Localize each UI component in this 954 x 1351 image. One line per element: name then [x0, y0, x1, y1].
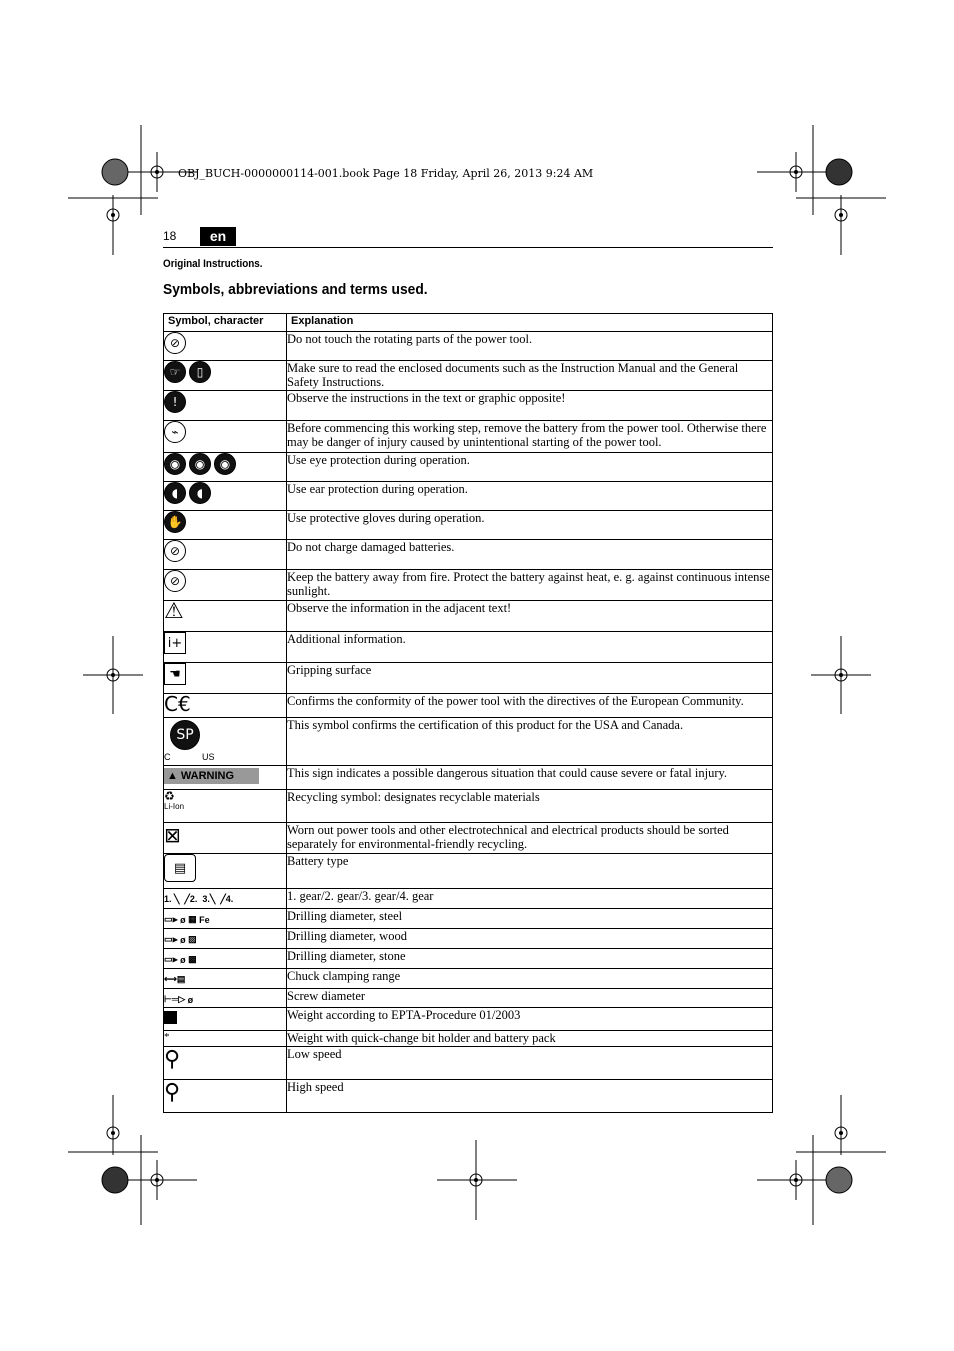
row-explanation: Do not charge damaged batteries.	[287, 540, 773, 570]
row-explanation: Battery type	[287, 854, 773, 889]
table-row	[164, 1080, 773, 1113]
table-row	[164, 1047, 773, 1080]
battery-icon: ▤	[164, 854, 196, 882]
table-row	[164, 718, 773, 766]
ear-protection-icon: ◖	[164, 482, 186, 504]
language-badge: en	[200, 227, 236, 246]
warning-sign-icon	[164, 768, 259, 784]
row-explanation: This sign indicates a possible dangerous situation that could cause severe or fatal injury.	[287, 766, 773, 790]
table-row	[164, 949, 773, 969]
goggles-icon: ◉	[214, 453, 236, 475]
original-instructions-label: Original Instructions.	[163, 258, 263, 270]
row-explanation: Chuck clamping range	[287, 969, 773, 989]
table-row	[164, 482, 773, 511]
row-explanation: Do not touch the rotating parts of the power tool.	[287, 332, 773, 361]
book-info-line: OBJ_BUCH-0000000114-001.book Page 18 Friday, April 26, 2013 9:24 AM	[178, 167, 594, 180]
table-row	[164, 570, 773, 601]
eye-protection-icon: ◉	[164, 453, 186, 475]
manual-book-icon: ▯	[189, 361, 211, 383]
row-explanation: Confirms the conformity of the power tool with the directives of the European Community.	[287, 694, 773, 718]
column-header-symbol: Symbol, character	[164, 314, 287, 332]
row-explanation: This symbol confirms the certification of this product for the USA and Canada.	[287, 718, 773, 766]
table-row	[164, 663, 773, 694]
drill-wood-icon: ▭⫸ ø ▨	[164, 934, 197, 945]
column-header-explanation: Explanation	[287, 314, 773, 332]
csa-circle-icon: SP	[170, 720, 200, 750]
row-explanation: Screw diameter	[287, 989, 773, 1008]
no-fire-icon: ⊘	[164, 570, 186, 592]
warning-word: WARNING	[180, 770, 235, 782]
table-row	[164, 511, 773, 540]
exclamation-icon: !	[164, 391, 186, 413]
gloves-icon: ✋	[164, 511, 186, 533]
gear-4-label: 4.	[225, 894, 234, 904]
info-icon: i+	[164, 632, 186, 654]
diameter-symbol: ø	[180, 954, 186, 965]
table-row	[164, 766, 773, 790]
row-explanation: Keep the battery away from fire. Protect the battery against heat, e. g. against continuous intense sunlight.	[287, 570, 773, 601]
table-row	[164, 854, 773, 889]
row-explanation: Additional information.	[287, 632, 773, 663]
warning-small-triangle-icon: ▲	[167, 770, 178, 782]
crossed-bin-icon: ⊠	[164, 823, 181, 847]
table-row	[164, 694, 773, 718]
rotating-parts-icon: ⊘	[164, 332, 186, 354]
gear-1-label: 1.	[164, 894, 172, 904]
diameter-symbol: ø	[187, 994, 194, 1005]
li-ion-label: Li-Ion	[164, 802, 185, 811]
asterisk-icon: *	[164, 1031, 170, 1043]
face-shield-icon: ◉	[189, 453, 211, 475]
row-explanation: Before commencing this working step, remove the battery from the power tool. Otherwise there may be danger of injury caused by unintentional starting of the power tool.	[287, 421, 773, 453]
row-explanation: Use protective gloves during operation.	[287, 511, 773, 540]
row-explanation: Observe the instructions in the text or graphic opposite!	[287, 391, 773, 421]
table-row	[164, 1031, 773, 1047]
row-explanation: Drilling diameter, steel	[287, 909, 773, 929]
row-explanation: Gripping surface	[287, 663, 773, 694]
gear-3-label: 3.	[202, 894, 210, 904]
chuck-range-icon: ⟷▤	[164, 974, 186, 984]
table-row	[164, 540, 773, 570]
recycling-icon: ♻	[164, 789, 175, 803]
table-row	[164, 989, 773, 1008]
table-row	[164, 601, 773, 632]
table-row	[164, 929, 773, 949]
table-row	[164, 632, 773, 663]
table-row	[164, 361, 773, 391]
header-rule	[163, 247, 773, 248]
no-charge-damaged-icon: ⊘	[164, 540, 186, 562]
low-speed-icon: ⚲	[164, 1047, 181, 1072]
warning-triangle-icon: ⚠	[164, 599, 184, 624]
row-explanation: Worn out power tools and other electrotechnical and electrical products should be sorted separately for environmental-friendly recycling.	[287, 823, 773, 854]
weight-icon	[164, 1011, 177, 1024]
ear-muffs-icon: ◖	[189, 482, 211, 504]
csa-mark-icon	[164, 718, 214, 762]
row-explanation: Make sure to read the enclosed documents such as the Instruction Manual and the General Safety Instructions.	[287, 361, 773, 391]
row-explanation: Low speed	[287, 1047, 773, 1080]
table-row	[164, 889, 773, 909]
table-row	[164, 332, 773, 361]
gears-icon: 1. ╲ ╱ 2. 3. ╲ ╱ 4.	[164, 893, 234, 904]
row-explanation: Drilling diameter, stone	[287, 949, 773, 969]
symbols-table	[163, 313, 773, 1113]
diameter-symbol: ø	[180, 934, 186, 945]
row-explanation: Weight according to EPTA-Procedure 01/2003	[287, 1008, 773, 1031]
drill-stone-icon: ▭⫸ ø ▩	[164, 954, 197, 965]
row-explanation: Observe the information in the adjacent text!	[287, 601, 773, 632]
table-row	[164, 453, 773, 482]
row-explanation: Recycling symbol: designates recyclable materials	[287, 790, 773, 823]
table-row	[164, 1008, 773, 1031]
csa-c-label: C	[164, 752, 171, 762]
gear-2-label: 2.	[189, 894, 198, 904]
table-row	[164, 421, 773, 453]
row-explanation: 1. gear/2. gear/3. gear/4. gear	[287, 889, 773, 909]
table-row	[164, 391, 773, 421]
fe-label: Fe	[199, 914, 210, 925]
remove-battery-icon: ⌁	[164, 421, 186, 443]
drill-steel-icon: ▭⫸ ø ▦ Fe	[164, 914, 210, 925]
table-row	[164, 790, 773, 823]
diameter-symbol: ø	[180, 914, 186, 925]
table-header-row	[164, 314, 773, 332]
ce-mark-icon: C€	[164, 692, 191, 716]
section-heading: Symbols, abbreviations and terms used.	[163, 281, 428, 298]
gripping-surface-icon: ☚	[164, 663, 186, 685]
high-speed-icon: ⚲	[164, 1080, 181, 1105]
page-number: 18	[163, 229, 177, 243]
table-row	[164, 969, 773, 989]
row-explanation: Use eye protection during operation.	[287, 453, 773, 482]
table-row	[164, 909, 773, 929]
row-explanation: Use ear protection during operation.	[287, 482, 773, 511]
row-explanation: High speed	[287, 1080, 773, 1113]
row-explanation: Weight with quick-change bit holder and battery pack	[287, 1031, 773, 1047]
read-manual-icon: ☞	[164, 361, 186, 383]
csa-us-label: US	[202, 752, 215, 762]
screw-diameter-icon: ⊢═▷ ø	[164, 994, 194, 1005]
row-explanation: Drilling diameter, wood	[287, 929, 773, 949]
table-row	[164, 823, 773, 854]
